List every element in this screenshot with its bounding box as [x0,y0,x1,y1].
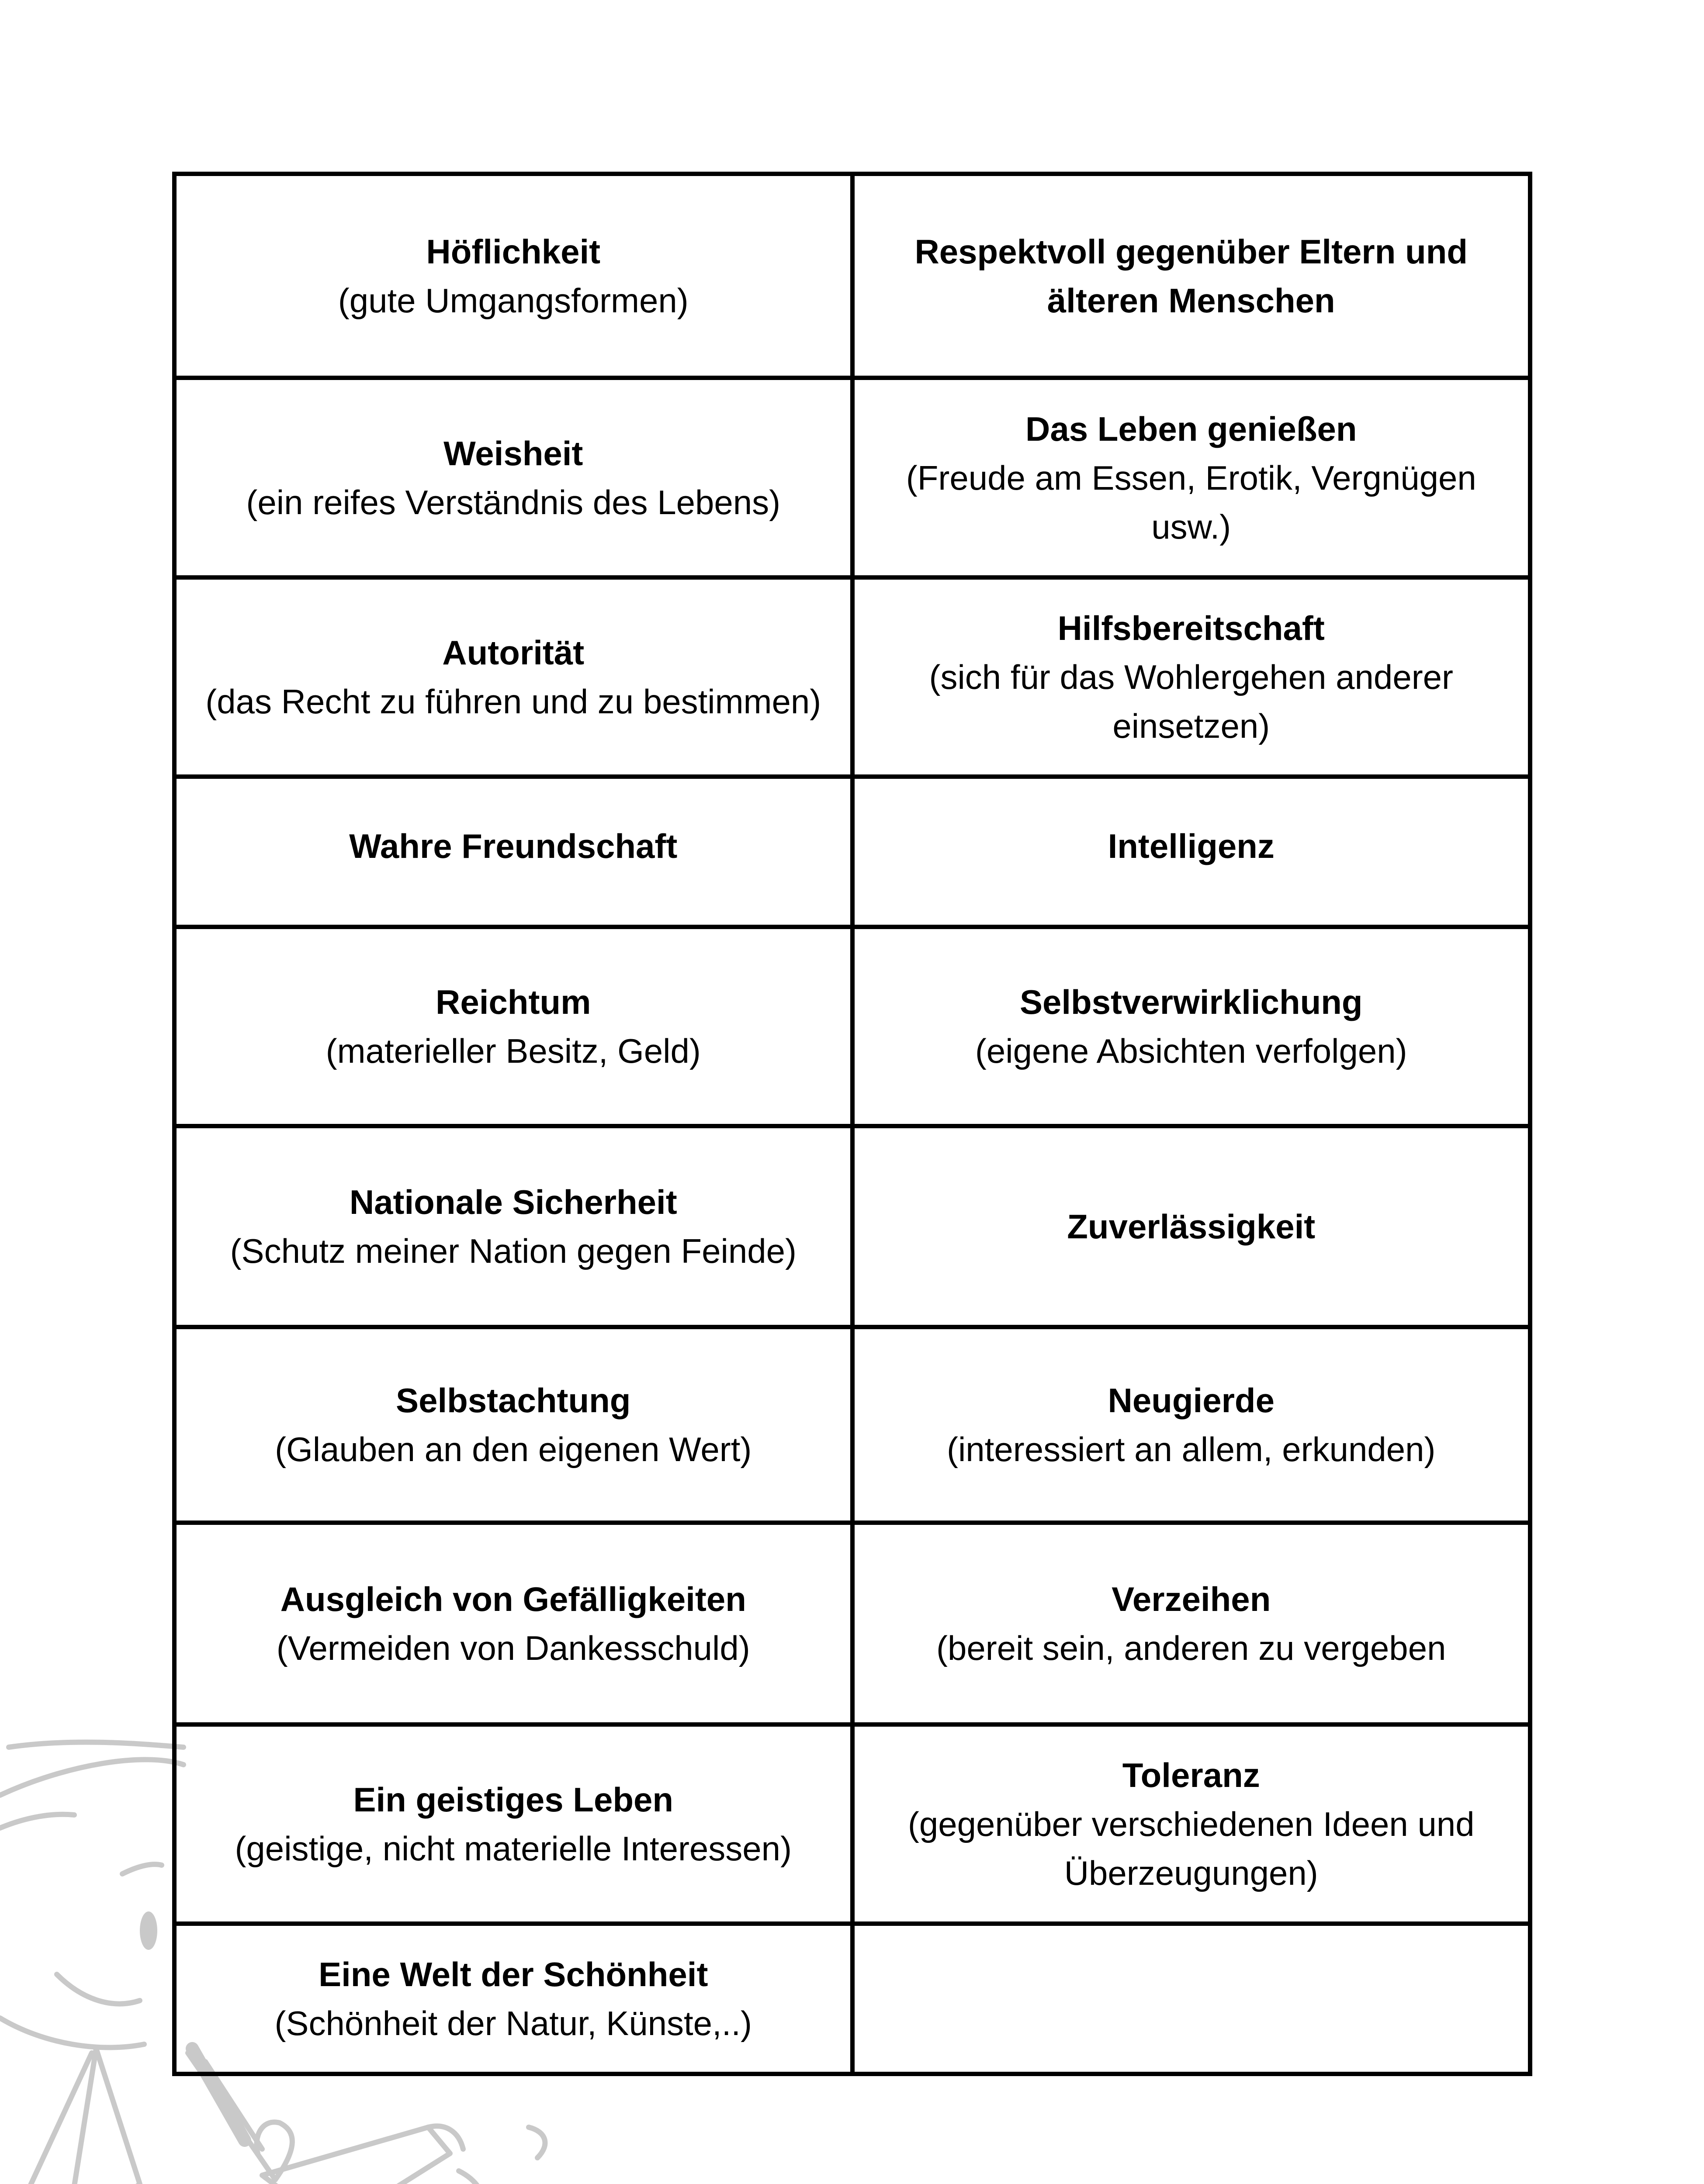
cell-title: Wahre Freundschaft [349,827,678,865]
table-row [174,174,1530,378]
cell-title: Das Leben genießen [1025,409,1357,448]
table-cell [852,927,1531,1126]
cell-description: (materieller Besitz, Geld) [326,1032,701,1070]
table-cell [174,1724,852,1924]
table-cell [174,1327,852,1523]
cell-title: Hilfsbereitschaft [1057,609,1325,647]
cell-title: Nationale Sicherheit [349,1183,677,1221]
table-cell [852,777,1531,927]
cell-title: Selbstverwirklichung [1019,983,1363,1021]
cell-title: Ausgleich von Gefälligkeiten [280,1580,746,1618]
table-cell [852,1126,1531,1327]
cell-description: (gegenüber verschiedenen Ideen und Überzeugungen) [907,1805,1475,1892]
table-cell-empty [852,1924,1531,2074]
table-cell [174,378,852,577]
table-row [174,1327,1530,1523]
table-cell [852,1523,1531,1724]
table-cell [174,1126,852,1327]
cell-title: Ein geistiges Leben [353,1780,673,1819]
cell-title: Neugierde [1108,1381,1275,1420]
cell-title: Respektvoll gegenüber Eltern und älteren Menschen [914,232,1468,320]
cell-description: (Freude am Essen, Erotik, Vergnügen usw.) [906,458,1476,546]
cell-description: (bereit sein, anderen zu vergeben [936,1629,1446,1667]
cell-description: (das Recht zu führen und zu bestimmen) [205,682,821,721]
cell-title: Weisheit [443,434,583,473]
cell-title: Intelligenz [1108,827,1275,865]
table-row [174,777,1530,927]
table-cell [852,174,1531,378]
cell-description: (geistige, nicht materielle Interessen) [235,1829,792,1868]
cell-title: Autorität [442,633,585,672]
table-cell [174,1523,852,1724]
cell-description: (sich für das Wohlergehen anderer einsetzen) [929,658,1454,745]
table-row [174,1724,1530,1924]
cell-description: (gute Umgangsformen) [338,281,689,320]
cell-title: Toleranz [1122,1756,1260,1794]
table-cell [174,777,852,927]
table-cell [174,1924,852,2074]
cell-description: (Schönheit der Natur, Künste,..) [274,2004,752,2042]
values-table [172,172,1532,2076]
cell-description: (interessiert an allem, erkunden) [946,1430,1436,1469]
cell-title: Höflichkeit [426,232,601,271]
cell-description: (ein reifes Verständnis des Lebens) [246,483,781,522]
table-row [174,378,1530,577]
cell-title: Selbstachtung [396,1381,631,1420]
table-row [174,1523,1530,1724]
cell-description: (Vermeiden von Dankesschuld) [276,1629,750,1667]
cell-title: Eine Welt der Schönheit [319,1955,708,1994]
cell-title: Verzeihen [1112,1580,1271,1618]
cell-description: (Schutz meiner Nation gegen Feinde) [230,1232,797,1270]
table-cell [174,927,852,1126]
table-cell [852,577,1531,777]
table-cell [174,577,852,777]
table-cell [852,378,1531,577]
table-cell [852,1327,1531,1523]
cell-title: Reichtum [436,983,591,1021]
table-cell [852,1724,1531,1924]
table-row [174,577,1530,777]
cell-title: Zuverlässigkeit [1067,1207,1316,1246]
cell-description: (Glauben an den eigenen Wert) [275,1430,752,1469]
table-row [174,1126,1530,1327]
cell-description: (eigene Absichten verfolgen) [975,1032,1407,1070]
table-row [174,927,1530,1126]
table-cell [174,174,852,378]
table-row [174,1924,1530,2074]
